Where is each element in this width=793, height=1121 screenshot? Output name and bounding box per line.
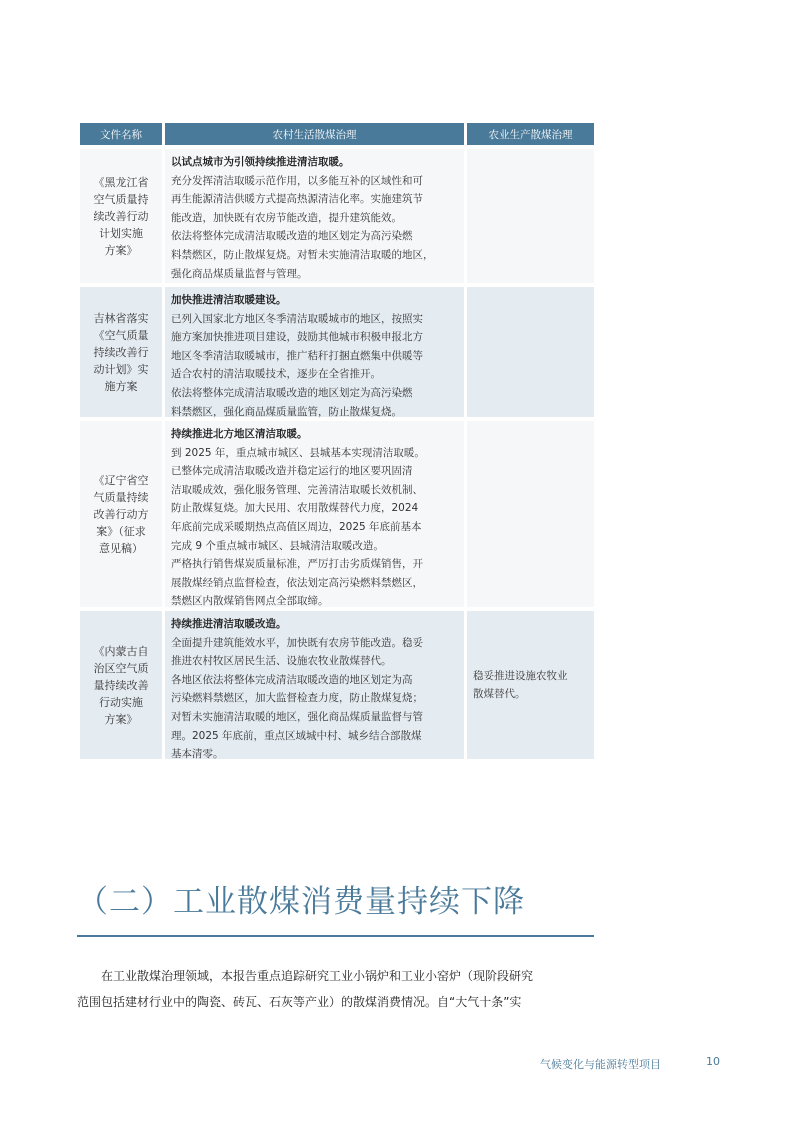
table-row (80, 287, 594, 417)
name-line: 意见稿） (99, 541, 143, 555)
name-line: 气质量持续 (93, 490, 149, 504)
header-agri-production: 农业生产散煤治理 (467, 123, 594, 145)
measure-heading: 加快推进清洁取暖建设。 (171, 294, 287, 306)
document-name-cell (80, 421, 162, 607)
content-line: 依法将整体完成清洁取暖改造的地区划定为高污染燃 (171, 230, 413, 243)
name-line: 动计划》实 (93, 362, 149, 376)
content-line: 严格执行销售煤炭质量标准，严厉打击劣质煤销售，开 (171, 558, 423, 571)
name-line: 续改善行动 (93, 209, 149, 223)
content-line: 已整体完成清洁取暖改造并稳定运行的地区要巩固清 (171, 465, 413, 478)
name-line: 《内蒙古自 (93, 644, 149, 658)
name-line: 持续改善行 (93, 345, 149, 359)
agri-content-cell (467, 287, 594, 417)
name-line: 方案》 (104, 712, 138, 726)
name-line: 治区空气质 (93, 661, 149, 675)
content-line: 能改造，加快既有农房节能改造，提升建筑能效。 (171, 211, 402, 224)
body-line: 范围包括建材行业中的陶瓷、砖瓦、石灰等产业）的散煤消费情况。自“大气十条”实 (77, 995, 522, 1009)
content-line: 基本清零。 (171, 748, 224, 761)
header-rural-life: 农村生活散煤治理 (165, 123, 464, 145)
page-number: 10 (706, 1055, 720, 1068)
document-name-cell (80, 149, 162, 283)
header-document-name: 文件名称 (80, 123, 162, 145)
name-line: 吉林省落实 (93, 311, 149, 325)
content-line: 地区冬季清洁取暖城市，推广秸秆打捆直燃集中供暖等 (171, 349, 423, 362)
rural-content-cell (165, 149, 464, 283)
footer-project-label: 气候变化与能源转型项目 (540, 1058, 661, 1071)
content-line: 展散煤经销点监督检查，依法划定高污染燃料禁燃区， (171, 576, 423, 589)
document-name-cell (80, 611, 162, 759)
name-line: 行动实施 (99, 695, 143, 709)
section-divider (77, 935, 594, 937)
content-line: 料禁燃区，强化商品煤质量监管，防止散煤复烧。 (171, 405, 402, 418)
content-line: 污染燃料禁燃区，加大监督检查力度，防止散煤复烧； (171, 692, 423, 705)
content-line: 施方案加快推进项目建设，鼓励其他城市积极申报北方 (171, 331, 423, 344)
table-row (80, 149, 594, 283)
table-row (80, 611, 594, 759)
table-header (80, 123, 594, 145)
name-line: 《黑龙江省 (93, 175, 149, 189)
measure-heading: 以试点城市为引领持续推进清洁取暖。 (171, 156, 350, 168)
name-line: 施方案 (104, 379, 138, 393)
name-line: 案》（征求 (96, 524, 146, 538)
name-line: 方案》 (104, 243, 138, 257)
content-line: 防止散煤复烧。加大民用、农用散煤替代力度，2024 (171, 502, 419, 515)
table-row (80, 421, 594, 607)
content-line: 再生能源清洁供暖方式提高热源清洁化率。实施建筑节 (171, 193, 423, 206)
content-line: 适合农村的清洁取暖技术，逐步在全省推开。 (171, 368, 381, 381)
agri-line: 散煤替代。 (473, 688, 526, 700)
measure-heading: 持续推进清洁取暖改造。 (171, 618, 287, 630)
content-line: 到 2025 年，重点城市城区、县城基本实现清洁取暖。 (171, 446, 425, 459)
content-line: 对暂未实施清洁取暖的地区，强化商品煤质量监督与管 (171, 710, 423, 723)
rural-content-cell (165, 421, 464, 607)
content-line: 充分发挥清洁取暖示范作用，以多能互补的区域性和可 (171, 174, 423, 187)
content-line: 强化商品煤质量监督与管理。 (171, 267, 308, 280)
agri-line: 稳妥推进设施农牧业 (473, 670, 568, 682)
rural-content-cell (165, 287, 464, 417)
content-line: 全面提升建筑能效水平，加快既有农房节能改造。稳妥 (171, 636, 423, 649)
name-line: 量持续改善 (93, 678, 149, 692)
section-title: （二）工业散煤消费量持续下降 (77, 884, 525, 920)
measure-heading: 持续推进北方地区清洁取暖。 (171, 428, 308, 440)
name-line: 改善行动方 (93, 507, 149, 521)
content-line: 料禁燃区，防止散煤复烧。对暂未实施清洁取暖的地区， (171, 248, 434, 261)
name-line: 计划实施 (99, 226, 143, 240)
content-line: 已列入国家北方地区冬季清洁取暖城市的地区，按照实 (171, 312, 423, 325)
agri-content-cell (467, 149, 594, 283)
content-line: 完成 9 个重点城市城区、县城清洁取暖改造。 (171, 539, 384, 552)
content-line: 推进农村牧区居民生活、设施农牧业散煤替代。 (171, 655, 392, 668)
content-line: 各地区依法将整体完成清洁取暖改造的地区划定为高 (171, 673, 413, 686)
content-line: 年底前完成采暖期热点高值区周边，2025 年底前基本 (171, 520, 422, 533)
body-paragraph (77, 963, 597, 1015)
document-name-cell (80, 287, 162, 417)
content-line: 依法将整体完成清洁取暖改造的地区划定为高污染燃 (171, 386, 413, 399)
rural-content-cell (165, 611, 464, 759)
name-line: 《辽宁省空 (93, 473, 149, 487)
agri-content-cell (467, 421, 594, 607)
agri-content-cell (467, 611, 594, 759)
name-line: 空气质量持 (93, 192, 149, 206)
content-line: 理。2025 年底前，重点区域城中村、城乡结合部散煤 (171, 729, 422, 742)
name-line: 《空气质量 (93, 328, 149, 342)
body-line: 在工业散煤治理领域，本报告重点追踪研究工业小锅炉和工业小窑炉（现阶段研究 (101, 969, 534, 983)
policy-table (80, 123, 594, 763)
content-line: 洁取暖成效，强化服务管理、完善清洁取暖长效机制、 (171, 483, 423, 496)
content-line: 禁燃区内散煤销售网点全部取缔。 (171, 595, 329, 608)
